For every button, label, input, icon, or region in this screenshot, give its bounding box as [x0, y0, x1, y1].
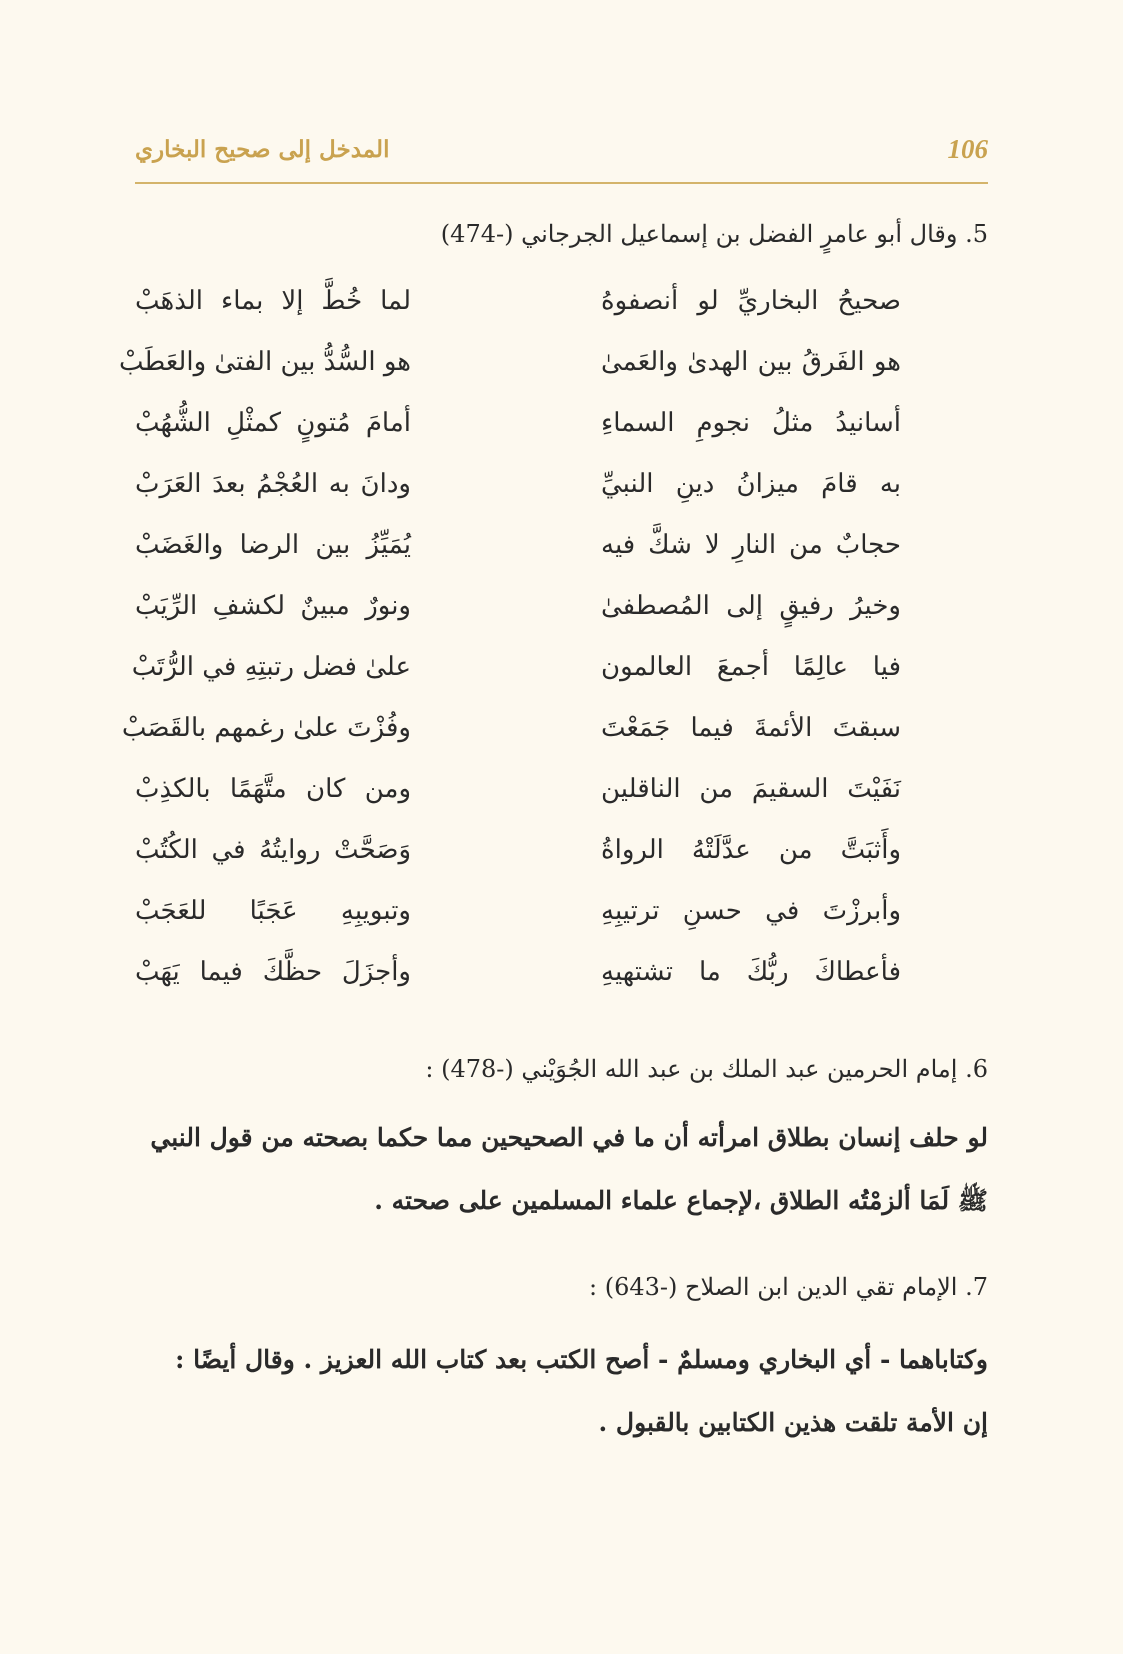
verse-second-hemistich: وَصَحَّتْ روايتُهُ في الكُتُبْ [135, 835, 411, 865]
verse-second-hemistich: وأجزَلَ حظَّكَ فيما يَهَبْ [135, 957, 411, 987]
verse-first-hemistich: نَفَيْتَ السقيمَ من الناقلين [601, 774, 901, 804]
section-6-paragraph-line: ﷺ لَمَا ألزمْتُه الطلاق ،لإجماع علماء المسلمين على صحته . [374, 1186, 988, 1215]
verse-first-hemistich: به قامَ ميزانُ دينِ النبيِّ [601, 469, 901, 499]
verse-second-hemistich: وتبويبِهِ عَجَبًا للعَجَبْ [135, 896, 411, 926]
verse-first-hemistich: فيا عالِمًا أجمعَ العالمون [601, 652, 901, 682]
verse-second-hemistich: علىٰ فضل رتبتِهِ في الرُّتَبْ [131, 652, 411, 682]
verse-first-hemistich: وأَثبَتَّ من عدَّلَتْهُ الرواةُ [601, 835, 901, 865]
verse-second-hemistich: يُمَيِّزُ بين الرضا والغَضَبْ [135, 530, 411, 560]
section-6-paragraph-line: لو حلف إنسان بطلاق امرأته أن ما في الصحيحين مما حكما بصحته من قول النبي [150, 1123, 988, 1152]
running-title: المدخل إلى صحيح البخاري [135, 136, 390, 163]
page-header [135, 132, 988, 184]
section-7-paragraph-line: إن الأمة تلقت هذين الكتابين بالقبول . [598, 1408, 988, 1437]
section-6-heading: 6. إمام الحرمين عبد الملك بن عبد الله الجُوَيْني (-478) : [425, 1055, 988, 1083]
verse-second-hemistich: لما خُطَّ إلا بماء الذهَبْ [135, 286, 411, 316]
verse-second-hemistich: ومن كان متَّهَمًا بالكذِبْ [135, 774, 411, 804]
verse-second-hemistich: ونورٌ مبينٌ لكشفِ الرِّيَبْ [135, 591, 411, 621]
verse-first-hemistich: هو الفَرقُ بين الهدىٰ والعَمىٰ [601, 347, 901, 377]
verse-second-hemistich: أمامَ مُتونٍ كمثْلِ الشُّهُبْ [135, 408, 411, 438]
verse-first-hemistich: أسانيدُ مثلُ نجومِ السماءِ [601, 408, 901, 438]
verse-first-hemistich: فأعطاكَ ربُّكَ ما تشتهيهِ [601, 957, 901, 987]
verse-second-hemistich: ودانَ به العُجْمُ بعدَ العَرَبْ [135, 469, 411, 499]
verse-first-hemistich: وأبرزْتَ في حسنِ ترتيبِهِ [601, 896, 901, 926]
verse-first-hemistich: صحيحُ البخاريِّ لو أنصفوهُ [601, 286, 901, 316]
verse-second-hemistich: وفُزْتَ علىٰ رغمهم بالقَصَبْ [121, 713, 411, 743]
verse-second-hemistich: هو السُّدُّ بين الفتىٰ والعَطَبْ [119, 347, 411, 377]
page-number: 106 [947, 134, 988, 164]
verse-first-hemistich: وخيرُ رفيقٍ إلى المُصطفىٰ [601, 591, 901, 621]
section-7-heading: 7. الإمام تقي الدين ابن الصلاح (-643) : [588, 1273, 988, 1301]
verse-first-hemistich: سبقتَ الأئمةَ فيما جَمَعْتَ [601, 713, 901, 743]
section-7-paragraph-line: وكتاباهما - أي البخاري ومسلمٌ - أصح الكتب بعد كتاب الله العزيز . وقال أيضًا : [175, 1345, 988, 1374]
section-5-heading: 5. وقال أبو عامرٍ الفضل بن إسماعيل الجرجاني (-474) [440, 220, 988, 248]
verse-first-hemistich: حجابٌ من النارِ لا شكَّ فيه [601, 530, 901, 560]
